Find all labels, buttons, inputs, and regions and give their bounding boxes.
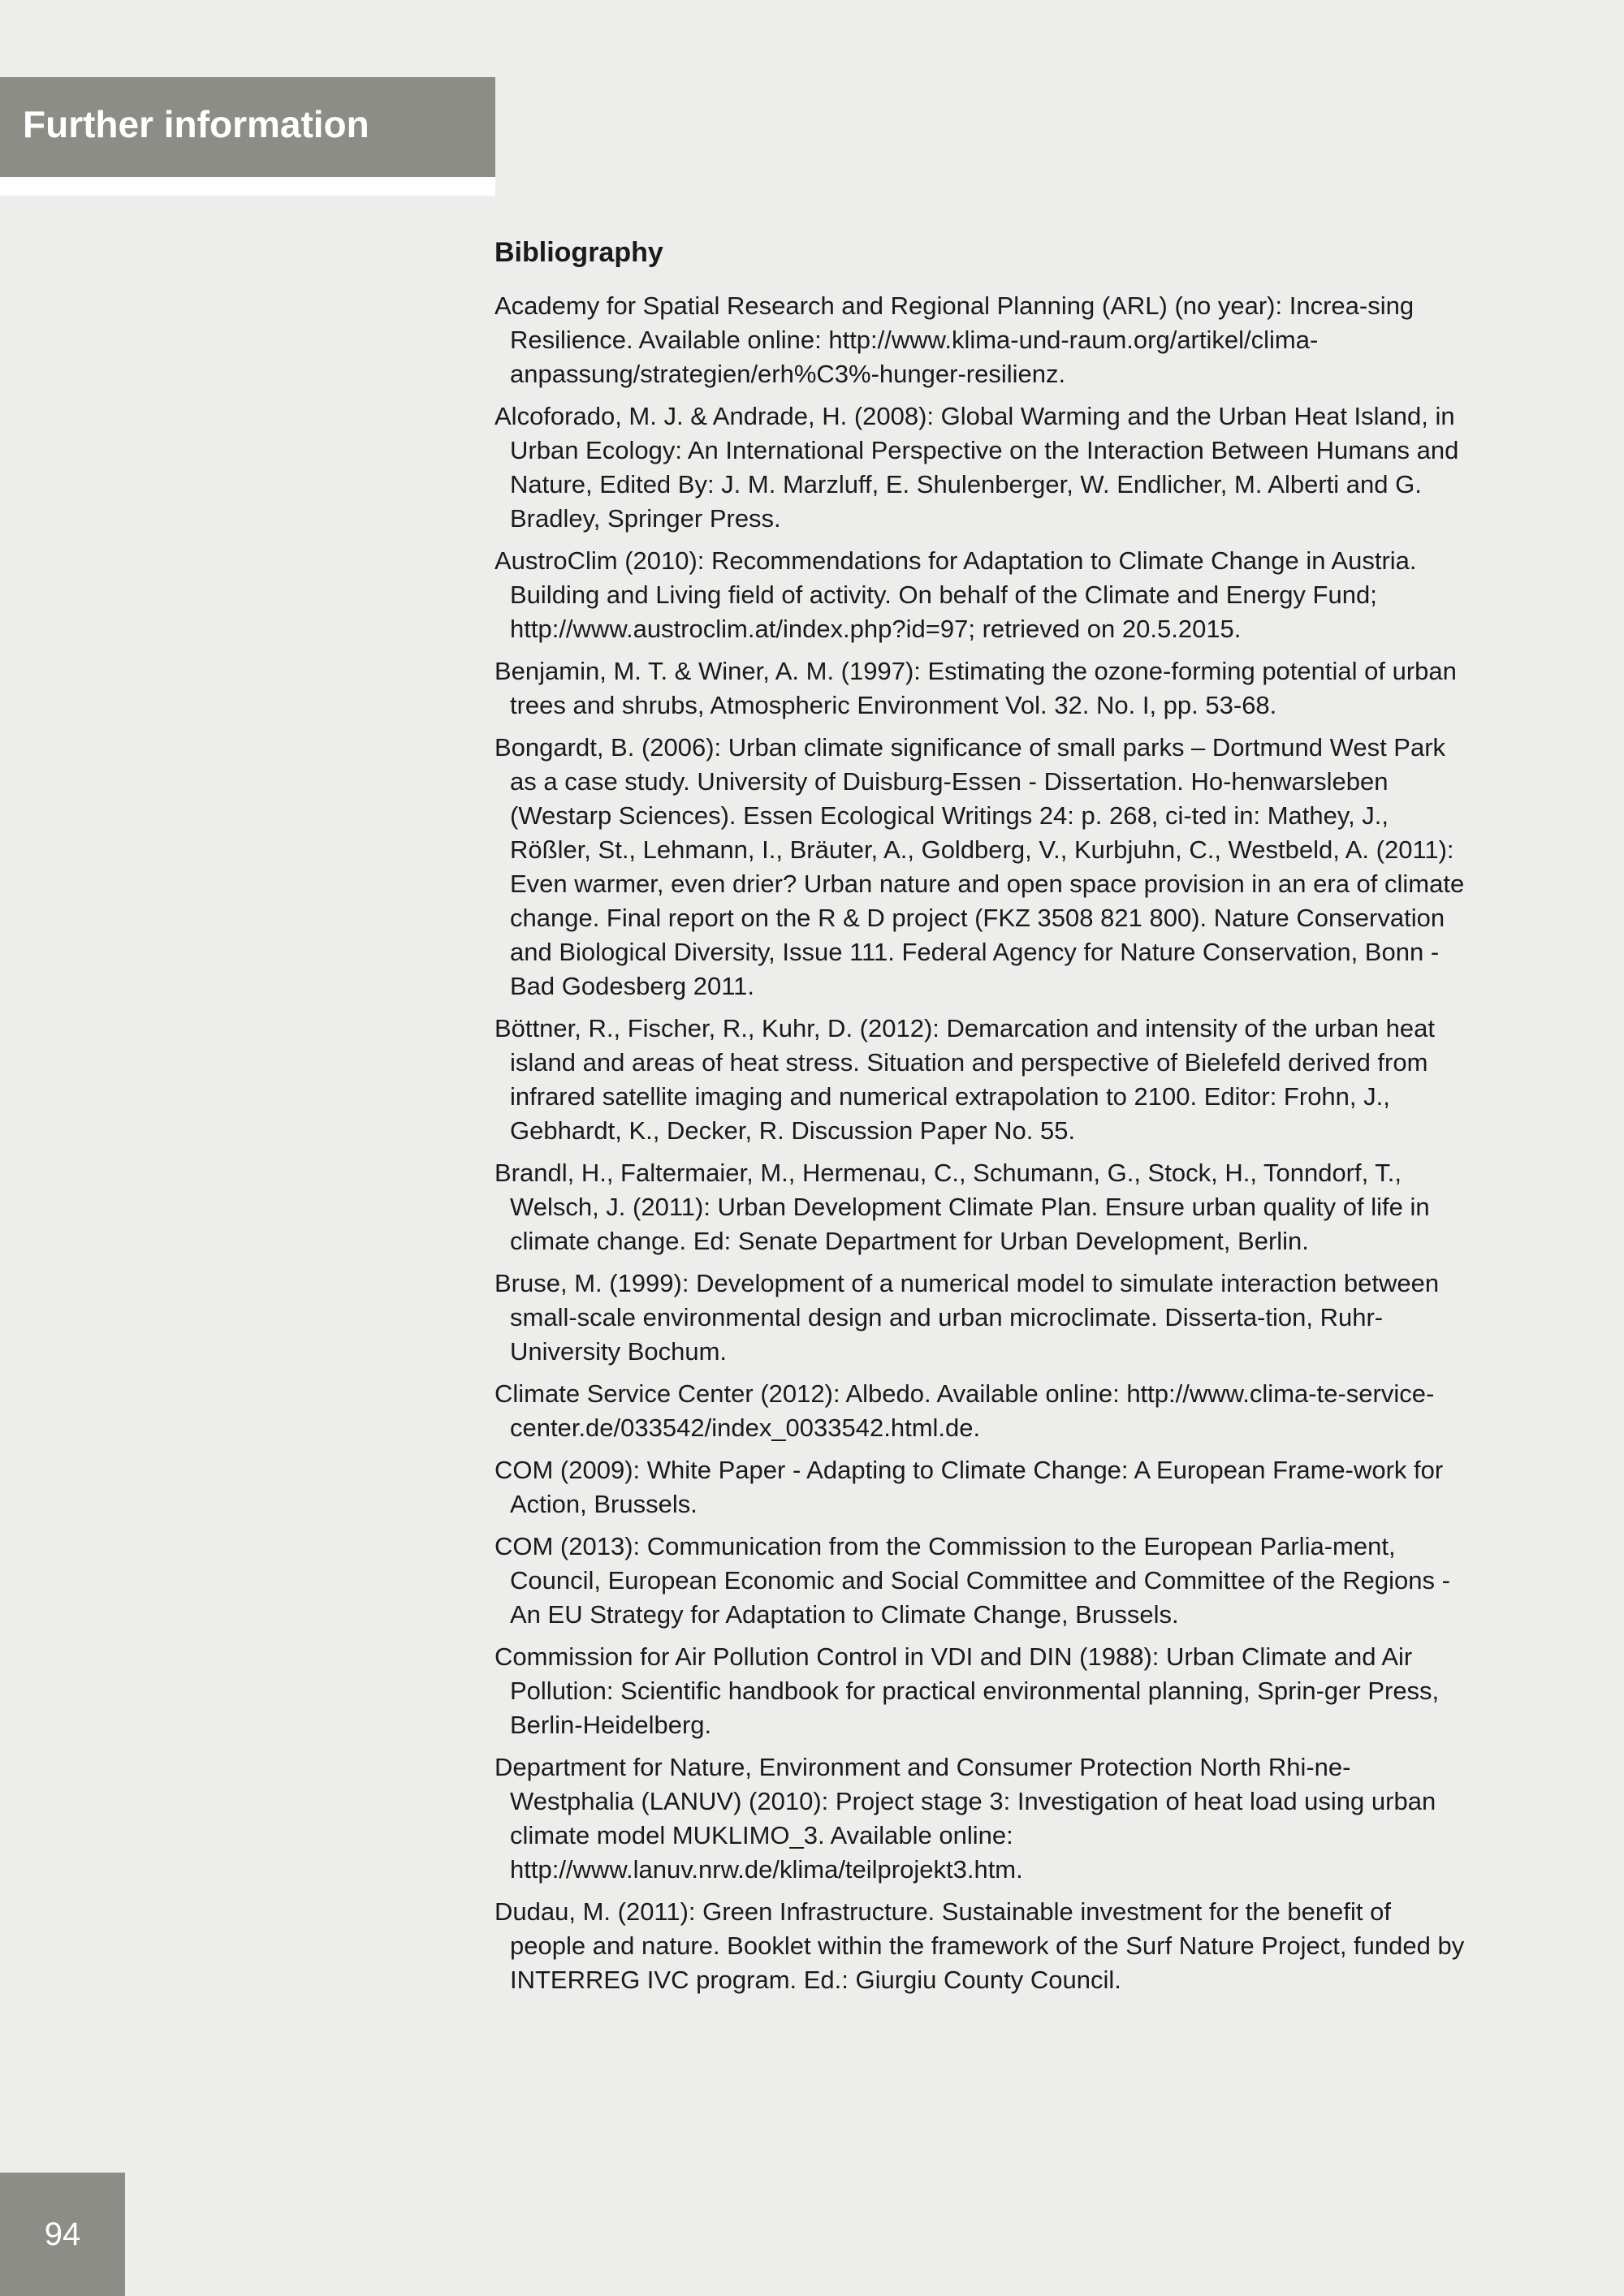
section-header-underline	[0, 177, 495, 196]
bibliography-entry-vdi-din: Commission for Air Pollution Control in VDI and DIN (1988): Urban Climate and Air Pollution: Scientific handbook for practical environmental planning, Sprin-ger Press, Berlin-Heidelberg.	[495, 1642, 1440, 1739]
bibliography-section	[495, 234, 1469, 2005]
bibliography-entry-bongardt: Bongardt, B. (2006): Urban climate significance of small parks – Dortmund West Park as a case study. University of Duisburg-Essen - Dissertation. Ho-henwarsleben (Westarp Sciences). Essen Ecological Writings 24: p. 268, ci-ted in: Mathey, J., Rößler, St., Lehmann, I., Bräuter, A., Goldberg, V., Kurbjuhn, C., Westbeld, A. (2011): Even warmer, even drier? Urban nature and open space provision in an era of climate change. Final report on the R & D project (FKZ 3508 821 800). Nature Conservation and Biological Diversity, Issue 111. Federal Agency for Nature Conservation, Bonn - Bad Godesberg 2011.	[495, 732, 1465, 1000]
bibliography-entry-boettner: Böttner, R., Fischer, R., Kuhr, D. (2012): Demarcation and intensity of the urban heat island and areas of heat stress. Situation and perspective of Bielefeld derived from infrared satellite imaging and numerical extrapolation to 2100. Editor: Frohn, J., Gebhardt, K., Decker, R. Discussion Paper No. 55.	[495, 1013, 1435, 1145]
bibliography-list	[495, 289, 1469, 1997]
bibliography-entry-brandl: Brandl, H., Faltermaier, M., Hermenau, C., Schumann, G., Stock, H., Tonndorf, T., Welsch, J. (2011): Urban Development Climate Plan. Ensure urban quality of life in climate change. Ed: Senate Department for Urban Development, Berlin.	[495, 1158, 1430, 1255]
bibliography-entry-dudau: Dudau, M. (2011): Green Infrastructure. Sustainable investment for the benefit of people and nature. Booklet within the framework of the Surf Nature Project, funded by INTERREG IVC program. Ed.: Giurgiu County Council.	[495, 1897, 1465, 1994]
section-title: Further information	[23, 103, 369, 145]
bibliography-entry-bruse: Bruse, M. (1999): Development of a numerical model to simulate interaction between small-scale environmental design and urban microclimate. Disserta-tion, Ruhr-University Bochum.	[495, 1268, 1440, 1366]
bibliography-entry-climate-service-center: Climate Service Center (2012): Albedo. Available online: http://www.clima-te-service-center.de/033542/index_0033542.html.de.	[495, 1379, 1435, 1442]
bibliography-entry-com-2013: COM (2013): Communication from the Commission to the European Parlia-ment, Council, European Economic and Social Committee and Committee of the Regions - An EU Strategy for Adaptation to Climate Change, Brussels.	[495, 1531, 1450, 1629]
bibliography-entry-austroclim: AustroClim (2010): Recommendations for Adaptation to Climate Change in Austria. Building and Living field of activity. On behalf of the Climate and Energy Fund; http://www.austroclim.at/index.php?id=97; retrieved on 20.5.2015.	[495, 546, 1417, 643]
bibliography-entry-arl: Academy for Spatial Research and Regional Planning (ARL) (no year): Increa-sing Resilience. Available online: http://www.klima-und-raum.org/artikel/clima-anpassung/strategien/erh%C3%-hunger-resilienz.	[495, 291, 1415, 388]
bibliography-entry-lanuv: Department for Nature, Environment and Consumer Protection North Rhi-ne-Westphalia (LANUV) (2010): Project stage 3: Investigation of heat load using urban climate model MUKLIMO_3. Available online: http://www.lanuv.nrw.de/klima/teilprojekt3.htm.	[495, 1752, 1436, 1884]
bibliography-entry-alcoforado: Alcoforado, M. J. & Andrade, H. (2008): Global Warming and the Urban Heat Island, in Urban Ecology: An International Perspective on the Interaction Between Humans and Nature, Edited By: J. M. Marzluff, E. Shulenberger, W. Endlicher, M. Alberti and G. Bradley, Springer Press.	[495, 401, 1459, 533]
page-number: 94	[44, 2216, 81, 2252]
bibliography-heading: Bibliography	[495, 237, 663, 268]
bibliography-entry-com-2009: COM (2009): White Paper - Adapting to Climate Change: A European Frame-work for Action, Brussels.	[495, 1455, 1444, 1518]
bibliography-entry-benjamin: Benjamin, M. T. & Winer, A. M. (1997): Estimating the ozone-forming potential of urban trees and shrubs, Atmospheric Environment Vol. 32. No. I, pp. 53-68.	[495, 656, 1457, 719]
